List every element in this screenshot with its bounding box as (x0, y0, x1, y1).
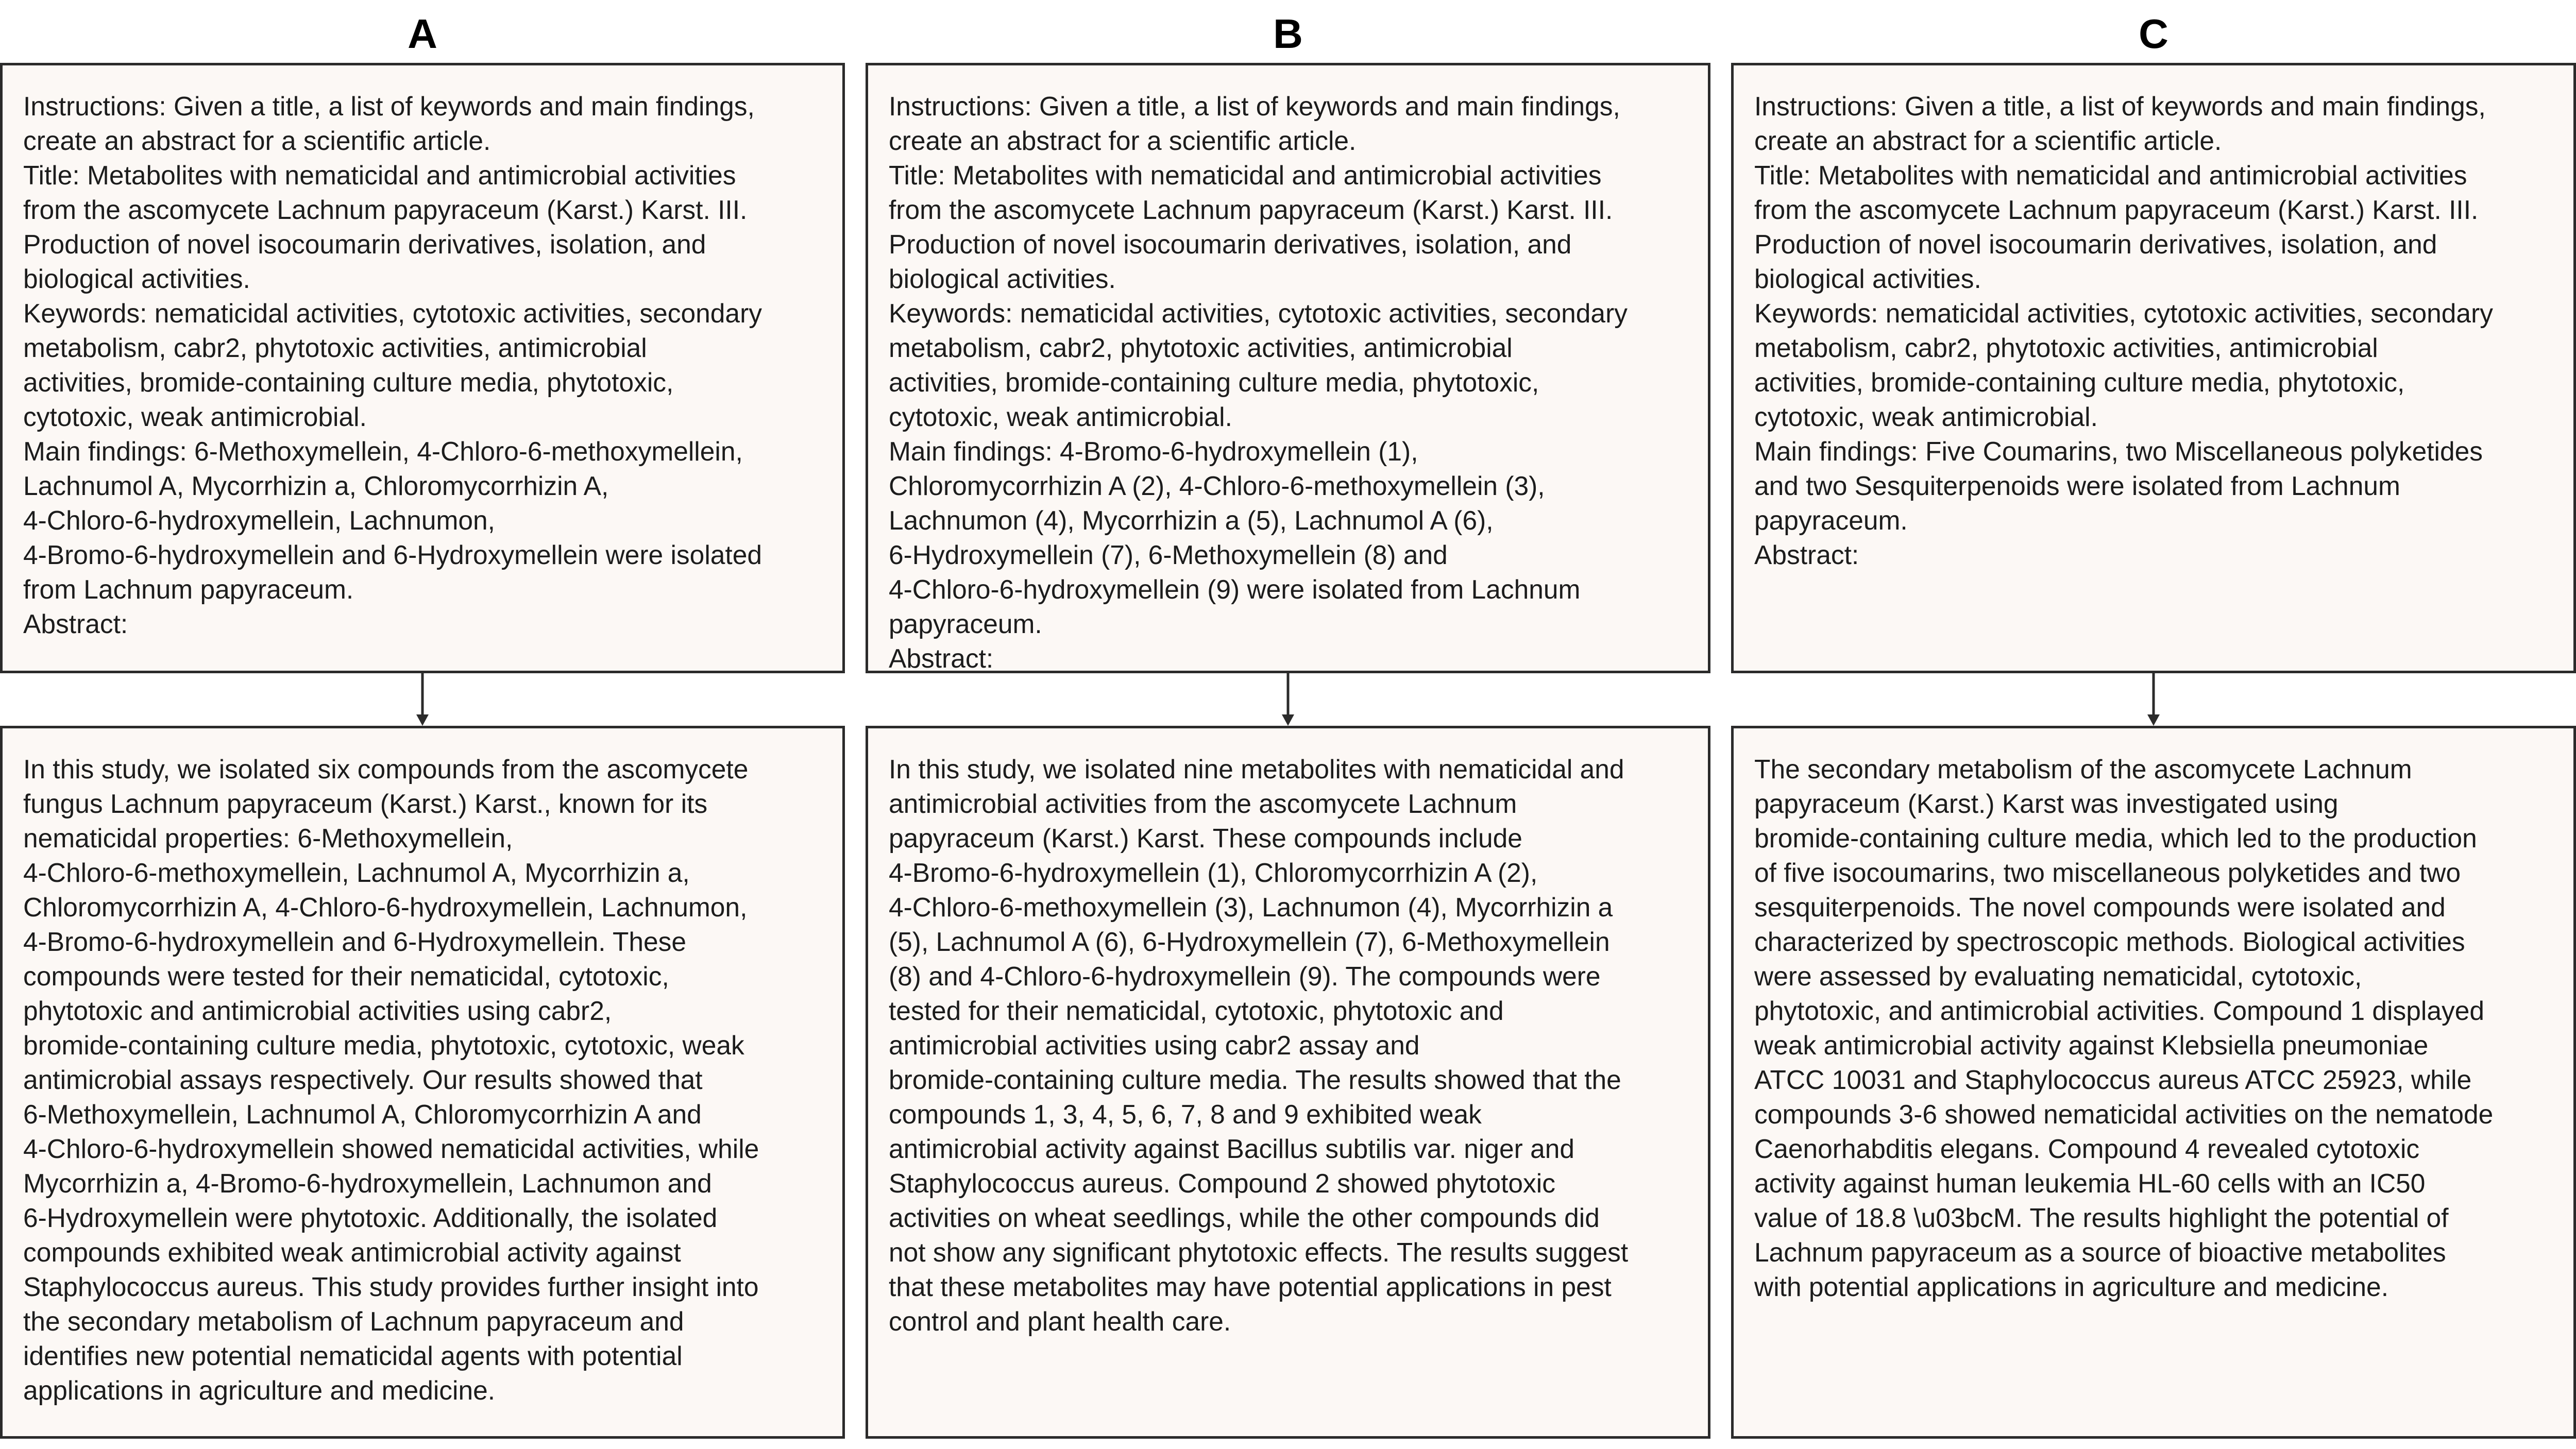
prompt-line: metabolism, cabr2, phytotoxic activities, antimicrobial (23, 333, 647, 363)
abstract-line: 4-Bromo-6-hydroxymellein (1), Chloromycorrhizin A (2), (889, 858, 1538, 888)
abstract-line: 6-Hydroxymellein were phytotoxic. Additionally, the isolated (23, 1203, 718, 1233)
panel-label-a: A (408, 11, 437, 57)
abstract-line: antimicrobial activity against Bacillus subtilis var. niger and (889, 1134, 1575, 1164)
prompt-line: Lachnumon (4), Mycorrhizin a (5), Lachnumol A (6), (889, 505, 1494, 535)
abstract-line: bromide-containing culture media, phytotoxic, cytotoxic, weak (23, 1030, 744, 1060)
arrow-down-icon (412, 673, 433, 726)
prompt-line: Instructions: Given a title, a list of keywords and main findings, (889, 91, 1620, 121)
prompt-line: Keywords: nematicidal activities, cytotoxic activities, secondary (23, 298, 762, 328)
abstract-line: 4-Chloro-6-methoxymellein, Lachnumol A, Mycorrhizin a, (23, 858, 690, 888)
abstract-line: Staphylococcus aureus. This study provides further insight into (23, 1272, 759, 1302)
prompt-line: Main findings: 4-Bromo-6-hydroxymellein (1), (889, 436, 1418, 466)
abstract-line: applications in agriculture and medicine. (23, 1375, 496, 1405)
prompt-line: create an abstract for a scientific article. (1754, 126, 2222, 156)
prompt-line: cytotoxic, weak antimicrobial. (23, 402, 367, 432)
prompt-line: from the ascomycete Lachnum papyraceum (Karst.) Karst. III. (889, 195, 1613, 225)
abstract-line: papyraceum (Karst.) Karst. These compounds include (889, 823, 1522, 853)
prompt-line: activities, bromide-containing culture media, phytotoxic, (889, 367, 1539, 397)
prompt-line: activities, bromide-containing culture media, phytotoxic, (23, 367, 674, 397)
abstract-line: bromide-containing culture media, which led to the production (1754, 823, 2477, 853)
panel-label-c: C (2139, 11, 2168, 57)
abstract-line: were assessed by evaluating nematicidal, cytotoxic, (1754, 961, 2362, 991)
panel-label-b: B (1273, 11, 1303, 57)
abstract-line: with potential applications in agriculture and medicine. (1754, 1272, 2388, 1302)
prompt-line: activities, bromide-containing culture media, phytotoxic, (1754, 367, 2405, 397)
abstract-line: control and plant health care. (889, 1306, 1231, 1336)
abstract-line: characterized by spectroscopic methods. Biological activities (1754, 927, 2465, 957)
prompt-line: Production of novel isocoumarin derivatives, isolation, and (1754, 229, 2437, 259)
prompt-line: Chloromycorrhizin A (2), 4-Chloro-6-methoxymellein (3), (889, 471, 1545, 501)
prompt-line: 4-Chloro-6-hydroxymellein, Lachnumon, (23, 505, 495, 535)
prompt-line: Abstract: (1754, 540, 1859, 570)
prompt-line: papyraceum. (1754, 505, 1908, 535)
abstract-line: Staphylococcus aureus. Compound 2 showed phytotoxic (889, 1168, 1555, 1198)
arrow-down-icon (2143, 673, 2164, 726)
prompt-line: Abstract: (23, 609, 128, 639)
abstract-line: nematicidal properties: 6-Methoxymellein, (23, 823, 513, 853)
abstract-line: compounds 1, 3, 4, 5, 6, 7, 8 and 9 exhibited weak (889, 1099, 1482, 1129)
prompt-line: cytotoxic, weak antimicrobial. (1754, 402, 2098, 432)
abstract-line: In this study, we isolated six compounds from the ascomycete (23, 754, 749, 784)
abstract-line: activities on wheat seedlings, while the other compounds did (889, 1203, 1600, 1233)
abstract-line: Mycorrhizin a, 4-Bromo-6-hydroxymellein, Lachnumon and (23, 1168, 712, 1198)
abstract-line: The secondary metabolism of the ascomycete Lachnum (1754, 754, 2412, 784)
abstract-line: tested for their nematicidal, cytotoxic, phytotoxic and (889, 996, 1504, 1026)
prompt-line: biological activities. (23, 264, 250, 294)
prompt-line: Title: Metabolites with nematicidal and antimicrobial activities (23, 160, 736, 190)
abstract-line: phytotoxic, and antimicrobial activities. Compound 1 displayed (1754, 996, 2485, 1026)
prompt-line: Instructions: Given a title, a list of keywords and main findings, (23, 91, 755, 121)
abstract-line: fungus Lachnum papyraceum (Karst.) Karst., known for its (23, 789, 708, 819)
prompt-line: 4-Chloro-6-hydroxymellein (9) were isolated from Lachnum (889, 574, 1581, 604)
abstract-box-c (1731, 726, 2576, 1439)
abstract-line: the secondary metabolism of Lachnum papyraceum and (23, 1306, 684, 1336)
abstract-line: compounds were tested for their nematicidal, cytotoxic, (23, 961, 669, 991)
abstract-line: 4-Bromo-6-hydroxymellein and 6-Hydroxymellein. These (23, 927, 687, 957)
prompt-line: create an abstract for a scientific article. (23, 126, 491, 156)
prompt-line: and two Sesquiterpenoids were isolated from Lachnum (1754, 471, 2400, 501)
prompt-box-a (0, 63, 845, 673)
abstract-line: compounds 3-6 showed nematicidal activities on the nematode (1754, 1099, 2494, 1129)
abstract-line: ATCC 10031 and Staphylococcus aureus ATCC 25923, while (1754, 1065, 2472, 1095)
abstract-line: 4-Chloro-6-hydroxymellein showed nematicidal activities, while (23, 1134, 759, 1164)
abstract-line: identifies new potential nematicidal agents with potential (23, 1341, 683, 1371)
abstract-line: not show any significant phytotoxic effects. The results suggest (889, 1237, 1629, 1267)
abstract-line: activity against human leukemia HL-60 cells with an IC50 (1754, 1168, 2426, 1198)
abstract-box-a (0, 726, 845, 1439)
abstract-line: phytotoxic and antimicrobial activities using cabr2, (23, 996, 612, 1026)
abstract-line: bromide-containing culture media. The results showed that the (889, 1065, 1621, 1095)
abstract-line: sesquiterpenoids. The novel compounds were isolated and (1754, 892, 2446, 922)
prompt-line: 6-Hydroxymellein (7), 6-Methoxymellein (8) and (889, 540, 1448, 570)
prompt-line: create an abstract for a scientific article. (889, 126, 1357, 156)
prompt-line: Main findings: Five Coumarins, two Miscellaneous polyketides (1754, 436, 2483, 466)
abstract-line: 4-Chloro-6-methoxymellein (3), Lachnumon (4), Mycorrhizin a (889, 892, 1613, 922)
prompt-box-c (1731, 63, 2576, 673)
abstract-line: Caenorhabditis elegans. Compound 4 revealed cytotoxic (1754, 1134, 2420, 1164)
prompt-line: metabolism, cabr2, phytotoxic activities, antimicrobial (889, 333, 1513, 363)
abstract-line: (8) and 4-Chloro-6-hydroxymellein (9). The compounds were (889, 961, 1601, 991)
prompt-line: Title: Metabolites with nematicidal and antimicrobial activities (1754, 160, 2467, 190)
prompt-line: Instructions: Given a title, a list of keywords and main findings, (1754, 91, 2486, 121)
abstract-line: In this study, we isolated nine metabolites with nematicidal and (889, 754, 1624, 784)
abstract-line: value of 18.8 \u03bcM. The results highlight the potential of (1754, 1203, 2449, 1233)
abstract-line: (5), Lachnumol A (6), 6-Hydroxymellein (7), 6-Methoxymellein (889, 927, 1610, 957)
prompt-line: metabolism, cabr2, phytotoxic activities, antimicrobial (1754, 333, 2378, 363)
prompt-line: Keywords: nematicidal activities, cytotoxic activities, secondary (889, 298, 1628, 328)
abstract-line: Lachnum papyraceum as a source of bioactive metabolites (1754, 1237, 2446, 1267)
abstract-line: antimicrobial assays respectively. Our results showed that (23, 1065, 703, 1095)
abstract-line: 6-Methoxymellein, Lachnumol A, Chloromycorrhizin A and (23, 1099, 702, 1129)
abstract-line: antimicrobial activities using cabr2 assay and (889, 1030, 1420, 1060)
abstract-line: of five isocoumarins, two miscellaneous polyketides and two (1754, 858, 2461, 888)
abstract-line: that these metabolites may have potential applications in pest (889, 1272, 1612, 1302)
prompt-line: Title: Metabolites with nematicidal and antimicrobial activities (889, 160, 1602, 190)
abstract-line: compounds exhibited weak antimicrobial activity against (23, 1237, 681, 1267)
prompt-line: from Lachnum papyraceum. (23, 574, 354, 604)
prompt-line: Keywords: nematicidal activities, cytotoxic activities, secondary (1754, 298, 2493, 328)
abstract-line: papyraceum (Karst.) Karst was investigated using (1754, 789, 2338, 819)
prompt-line: Lachnumol A, Mycorrhizin a, Chloromycorrhizin A, (23, 471, 609, 501)
prompt-line: Main findings: 6-Methoxymellein, 4-Chloro-6-methoxymellein, (23, 436, 743, 466)
prompt-line: biological activities. (889, 264, 1116, 294)
prompt-line: biological activities. (1754, 264, 1981, 294)
prompt-line: cytotoxic, weak antimicrobial. (889, 402, 1232, 432)
abstract-line: antimicrobial activities from the ascomycete Lachnum (889, 789, 1517, 819)
abstract-box-b (866, 726, 1710, 1439)
prompt-line: from the ascomycete Lachnum papyraceum (Karst.) Karst. III. (1754, 195, 2479, 225)
prompt-line: papyraceum. (889, 609, 1042, 639)
prompt-line: Production of novel isocoumarin derivatives, isolation, and (23, 229, 706, 259)
prompt-line: Abstract: (889, 643, 994, 673)
prompt-line: from the ascomycete Lachnum papyraceum (Karst.) Karst. III. (23, 195, 748, 225)
prompt-line: 4-Bromo-6-hydroxymellein and 6-Hydroxymellein were isolated (23, 540, 762, 570)
prompt-line: Production of novel isocoumarin derivatives, isolation, and (889, 229, 1572, 259)
prompt-box-b (866, 63, 1710, 673)
abstract-line: weak antimicrobial activity against Klebsiella pneumoniae (1754, 1030, 2429, 1060)
abstract-line: Chloromycorrhizin A, 4-Chloro-6-hydroxymellein, Lachnumon, (23, 892, 748, 922)
arrow-down-icon (1278, 673, 1298, 726)
